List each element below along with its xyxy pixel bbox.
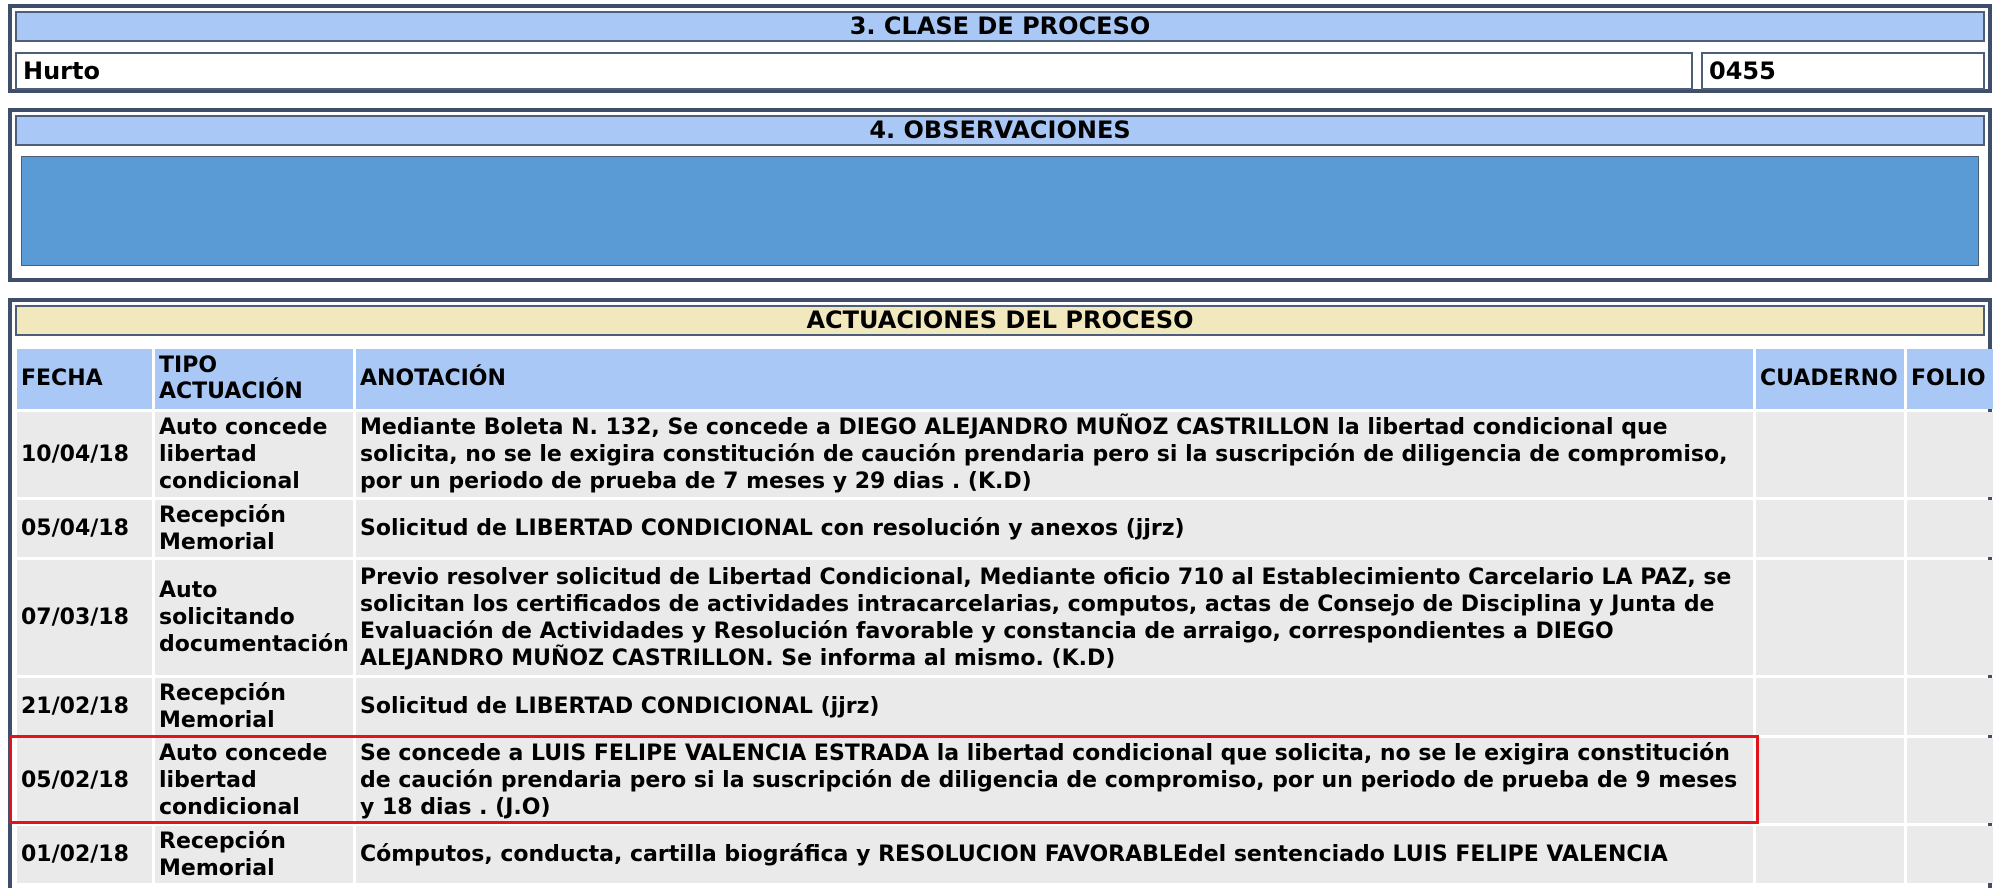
table-row <box>17 412 1993 497</box>
observaciones-section <box>8 108 1992 282</box>
table-row-highlighted <box>17 738 1993 823</box>
actuaciones-table <box>14 346 1996 886</box>
column-header-tipo-actuacion: TIPO ACTUACIÓN <box>155 349 353 409</box>
table-row <box>17 500 1993 557</box>
row-fecha: 05/04/18 <box>17 500 152 557</box>
clase-proceso-field: Hurto <box>15 52 1693 90</box>
row-cuaderno <box>1756 678 1904 735</box>
row-anotacion: Solicitud de LIBERTAD CONDICIONAL con resolución y anexos (jjrz) <box>356 500 1753 557</box>
column-header-anotacion: ANOTACIÓN <box>356 349 1753 409</box>
row-cuaderno <box>1756 826 1904 883</box>
observaciones-text-area <box>21 156 1979 266</box>
table-row <box>17 826 1993 883</box>
clase-proceso-section <box>8 4 1992 93</box>
row-tipo-actuacion: Auto solicitando documentación <box>155 560 353 675</box>
row-folio <box>1907 560 1993 675</box>
clase-proceso-title: 3. CLASE DE PROCESO <box>15 11 1985 42</box>
row-folio <box>1907 500 1993 557</box>
row-anotacion: Solicitud de LIBERTAD CONDICIONAL (jjrz) <box>356 678 1753 735</box>
column-header-cuaderno: CUADERNO <box>1756 349 1904 409</box>
row-cuaderno <box>1756 738 1904 823</box>
actuaciones-section <box>8 298 1992 888</box>
row-tipo-actuacion: Recepción Memorial <box>155 500 353 557</box>
row-tipo-actuacion: Auto concede libertad condicional <box>155 738 353 823</box>
row-fecha: 07/03/18 <box>17 560 152 675</box>
row-tipo-actuacion: Auto concede libertad condicional <box>155 412 353 497</box>
clase-proceso-codigo-field: 0455 <box>1701 52 1985 90</box>
row-fecha: 05/02/18 <box>17 738 152 823</box>
row-folio <box>1907 826 1993 883</box>
row-folio <box>1907 412 1993 497</box>
row-anotacion: Previo resolver solicitud de Libertad Condicional, Mediante oficio 710 al Establecimiento Carcelario LA PAZ, se solicitan los certificados de actividades intracarcelarias, computos, actas de Consejo de Disciplina y Junta de Evaluación de Actividades y Resolución favorable y constancia de arraigo, correspondientes a DIEGO ALEJANDRO MUÑOZ CASTRILLON. Se informa al mismo. (K.D) <box>356 560 1753 675</box>
row-tipo-actuacion: Recepción Memorial <box>155 678 353 735</box>
row-folio <box>1907 738 1993 823</box>
row-fecha: 10/04/18 <box>17 412 152 497</box>
row-cuaderno <box>1756 412 1904 497</box>
row-fecha: 21/02/18 <box>17 678 152 735</box>
table-row <box>17 678 1993 735</box>
table-header-row <box>17 349 1993 409</box>
row-cuaderno <box>1756 560 1904 675</box>
row-folio <box>1907 678 1993 735</box>
row-cuaderno <box>1756 500 1904 557</box>
row-anotacion: Mediante Boleta N. 132, Se concede a DIEGO ALEJANDRO MUÑOZ CASTRILLON la libertad condicional que solicita, no se le exigira constitución de caución prendaria pero si la suscripción de diligencia de compromiso, por un periodo de prueba de 7 meses y 29 dias . (K.D) <box>356 412 1753 497</box>
row-tipo-actuacion: Recepción Memorial <box>155 826 353 883</box>
actuaciones-title: ACTUACIONES DEL PROCESO <box>15 305 1985 336</box>
row-anotacion: Se concede a LUIS FELIPE VALENCIA ESTRADA la libertad condicional que solicita, no se le exigira constitución de caución prendaria pero si la suscripción de diligencia de compromiso, por un periodo de prueba de 9 meses y 18 dias . (J.O) <box>356 738 1753 823</box>
row-fecha: 01/02/18 <box>17 826 152 883</box>
table-row <box>17 560 1993 675</box>
column-header-fecha: FECHA <box>17 349 152 409</box>
row-anotacion: Cómputos, conducta, cartilla biográfica y RESOLUCION FAVORABLEdel sentenciado LUIS FELIPE VALENCIA <box>356 826 1753 883</box>
observaciones-title: 4. OBSERVACIONES <box>15 115 1985 146</box>
column-header-folio: FOLIO <box>1907 349 1993 409</box>
